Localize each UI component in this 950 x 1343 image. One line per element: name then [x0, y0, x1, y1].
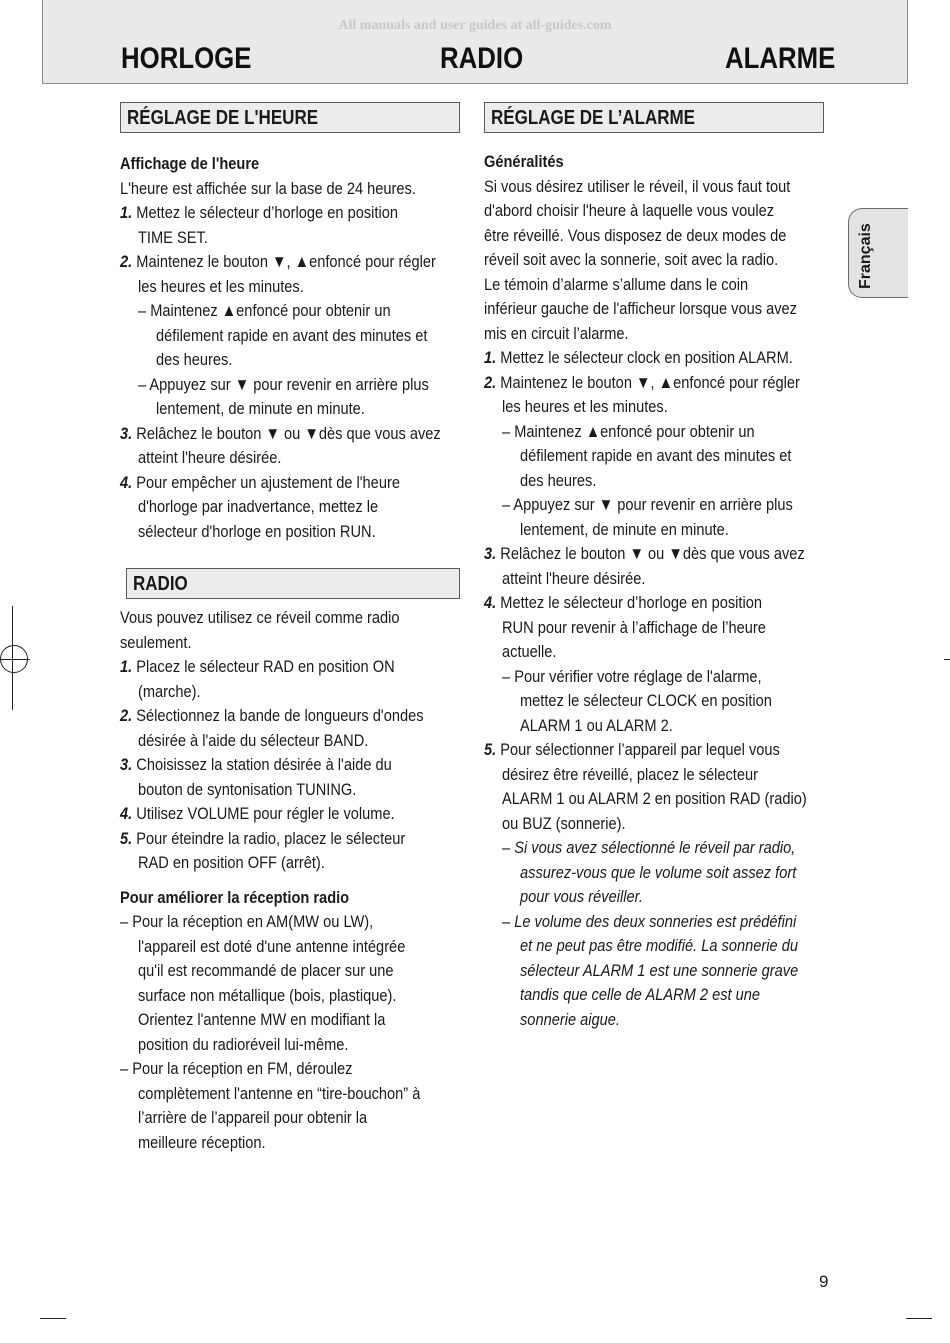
numbered-step [120, 422, 493, 447]
numbered-step [484, 738, 857, 763]
text-line [484, 420, 857, 445]
line-text: Vous pouvez utilisez ce réveil comme radio [120, 608, 400, 627]
line-text: Pour améliorer la réception radio [120, 887, 350, 907]
text-line [484, 861, 857, 886]
crop-mark-bottom-right [906, 1318, 932, 1319]
numbered-step [484, 591, 857, 616]
text-line [120, 495, 493, 520]
step-number: 4. [120, 472, 133, 492]
header-title-horloge: HORLOGE [121, 42, 252, 75]
line-text: Le témoin d’alarme s’allume dans le coin [484, 274, 749, 294]
text-line [120, 984, 473, 1009]
line-text: – Pour la réception en AM(MW ou LW), [120, 912, 374, 931]
step-number: 4. [484, 593, 497, 612]
line-text: Choisissez la station désirée à l'aide du [136, 755, 392, 774]
line-text: (marche). [138, 681, 201, 701]
text-line [484, 1008, 857, 1033]
line-text: Généralités [484, 152, 564, 171]
line-text: Maintenez le bouton ▼, ▲enfoncé pour régler [136, 252, 436, 271]
text-line [120, 275, 493, 300]
numbered-step [120, 753, 473, 778]
section-title-reglage-alarme: RÉGLAGE DE L’ALARME [484, 102, 824, 133]
line-text: actuelle. [502, 642, 557, 661]
text-line [484, 273, 857, 298]
text-line [484, 934, 857, 959]
line-text: – Pour la réception en FM, déroulez [120, 1059, 353, 1078]
text-line [484, 248, 857, 273]
page-number: 9 [819, 1272, 829, 1291]
line-text: défilement rapide en avant des minutes et [520, 446, 792, 465]
line-text: les heures et les minutes. [138, 276, 304, 296]
line-text: l’arrière de l’appareil pour obtenir la [138, 1108, 368, 1127]
step-number: 3. [120, 423, 133, 443]
text-line [484, 224, 857, 249]
line-text: l'appareil est doté d'une antenne intégrée [138, 936, 406, 956]
line-text: meilleure réception. [138, 1132, 266, 1152]
header-title-alarme: ALARME [725, 42, 836, 75]
crop-mark-right [944, 659, 950, 660]
text-line [120, 373, 493, 398]
step-number: 2. [120, 706, 133, 725]
text-line [484, 518, 857, 543]
line-text: ALARM 1 ou ALARM 2 en position RAD (radio) [502, 789, 807, 808]
numbered-step [120, 471, 493, 496]
text-line [484, 640, 857, 665]
line-text: complètement l'antenne en “tire-bouchon” à [138, 1083, 421, 1103]
subheading [120, 886, 473, 911]
numbered-step [120, 201, 493, 226]
text-line [120, 520, 493, 545]
text-line [484, 959, 857, 984]
step-number: 1. [484, 348, 497, 367]
text-line [120, 1008, 473, 1033]
text-line [120, 851, 473, 876]
line-text: Pour éteindre la radio, placez le sélecteur [136, 828, 406, 848]
spacer [120, 876, 473, 886]
section-title-radio: RADIO [126, 568, 460, 599]
line-text: inférieur gauche de l'afficheur lorsque vous avez [484, 299, 797, 318]
subheading [484, 150, 857, 175]
line-text: Pour sélectionner l’appareil par lequel vous [500, 740, 780, 759]
text-line [484, 665, 857, 690]
line-text: – Maintenez ▲enfoncé pour obtenir un [502, 421, 755, 441]
text-line [484, 469, 857, 494]
text-line [484, 616, 857, 641]
line-text: – Appuyez sur ▼ pour revenir en arrière plus [502, 495, 793, 514]
step-number: 1. [120, 657, 133, 676]
line-text: lentement, de minute en minute. [156, 399, 365, 418]
registration-mark [0, 645, 28, 673]
text-line [120, 177, 493, 202]
line-text: mettez le sélecteur CLOCK en position [520, 691, 772, 710]
line-text: Maintenez le bouton ▼, ▲enfoncé pour régler [500, 372, 800, 392]
numbered-step [484, 542, 857, 567]
language-tab: Français [848, 208, 908, 298]
text-line [120, 397, 493, 422]
line-text: Mettez le sélecteur d’horloge en position [500, 593, 762, 612]
line-text: Relâchez le bouton ▼ ou ▼dès que vous avez [500, 544, 805, 563]
line-text: sélecteur ALARM 1 est une sonnerie grave [520, 960, 799, 980]
text-line [484, 493, 857, 518]
section-body-reglage-alarme [484, 150, 857, 1032]
step-number: 5. [120, 828, 133, 848]
text-line [120, 778, 473, 803]
line-text: des heures. [156, 350, 233, 369]
text-line [120, 1131, 473, 1156]
text-line [120, 910, 473, 935]
line-text: – Maintenez ▲enfoncé pour obtenir un [138, 301, 391, 320]
numbered-step [120, 655, 473, 680]
text-line [484, 983, 857, 1008]
line-text: être réveillé. Vous disposez de deux modes de [484, 225, 787, 245]
line-text: Pour empêcher un ajustement de l'heure [136, 472, 400, 492]
text-line [120, 299, 493, 324]
text-line [484, 910, 857, 935]
line-text: d'horloge par inadvertance, mettez le [138, 497, 379, 516]
crop-mark-bottom-left [40, 1318, 66, 1319]
line-text: atteint l'heure désirée. [138, 448, 282, 467]
numbered-step [484, 371, 857, 396]
line-text: défilement rapide en avant des minutes et [156, 325, 428, 345]
text-line [484, 297, 857, 322]
line-text: les heures et les minutes. [502, 397, 668, 416]
line-text: position du radioréveil lui-même. [138, 1034, 349, 1054]
line-text: RUN pour revenir à l’affichage de l’heure [502, 617, 766, 637]
line-text: désirée à l'aide du sélecteur BAND. [138, 730, 369, 750]
line-text: atteint l'heure désirée. [502, 568, 646, 588]
text-line [120, 729, 473, 754]
watermark: All manuals and user guides at all-guides.com [338, 18, 612, 33]
text-line [484, 812, 857, 837]
text-line [484, 199, 857, 224]
text-line [120, 348, 493, 373]
text-line [120, 1033, 473, 1058]
step-number: 1. [120, 203, 133, 222]
text-line [484, 885, 857, 910]
line-text: sélecteur d'horloge en position RUN. [138, 521, 376, 541]
text-line [120, 959, 473, 984]
line-text: tandis que celle de ALARM 2 est une [520, 985, 761, 1004]
line-text: Placez le sélecteur RAD en position ON [136, 657, 395, 676]
line-text: et ne peut pas être modifié. La sonnerie du [520, 936, 798, 955]
line-text: Utilisez VOLUME pour régler le volume. [136, 804, 395, 823]
text-line [484, 714, 857, 739]
text-line [120, 226, 493, 251]
step-number: 3. [120, 755, 133, 774]
line-text: Affichage de l'heure [120, 154, 260, 173]
line-text: des heures. [520, 470, 597, 490]
line-text: Si vous désirez utiliser le réveil, il vous faut tout [484, 176, 791, 196]
text-line [120, 631, 473, 656]
text-line [120, 446, 493, 471]
text-line [484, 763, 857, 788]
numbered-step [120, 802, 473, 827]
line-text: Mettez le sélecteur clock en position ALARM. [500, 348, 793, 367]
line-text: RAD en position OFF (arrêt). [138, 853, 325, 872]
text-line [484, 395, 857, 420]
line-text: assurez-vous que le volume soit assez fort [520, 862, 797, 882]
numbered-step [120, 704, 473, 729]
subheading [120, 152, 493, 177]
text-line [120, 680, 473, 705]
line-text: d'abord choisir l'heure à laquelle vous voulez [484, 201, 775, 220]
line-text: – Appuyez sur ▼ pour revenir en arrière plus [138, 374, 429, 394]
line-text: sonnerie aigue. [520, 1009, 620, 1029]
text-line [120, 1106, 473, 1131]
page-header [42, 0, 908, 84]
section-body-radio [120, 606, 473, 1155]
line-text: – Si vous avez sélectionné le réveil par radio, [502, 838, 796, 857]
text-line [120, 1082, 473, 1107]
numbered-step [120, 827, 473, 852]
numbered-step [484, 346, 857, 371]
text-line [120, 606, 473, 631]
step-number: 2. [484, 372, 497, 392]
text-line [120, 324, 493, 349]
step-number: 3. [484, 544, 497, 563]
text-line [484, 322, 857, 347]
line-text: réveil soit avec la sonnerie, soit avec la radio. [484, 250, 779, 269]
line-text: seulement. [120, 632, 192, 652]
text-line [484, 689, 857, 714]
text-line [120, 935, 473, 960]
line-text: mis en circuit l’alarme. [484, 323, 629, 343]
text-line [484, 444, 857, 469]
header-title-radio: RADIO [440, 42, 524, 75]
line-text: ou BUZ (sonnerie). [502, 813, 626, 833]
line-text: Mettez le sélecteur d’horloge en position [136, 203, 398, 222]
line-text: – Le volume des deux sonneries est prédéfini [502, 911, 797, 931]
text-line [484, 567, 857, 592]
line-text: surface non métallique (bois, plastique). [138, 985, 397, 1005]
step-number: 4. [120, 804, 133, 823]
text-line [484, 836, 857, 861]
line-text: lentement, de minute en minute. [520, 519, 729, 539]
line-text: qu'il est recommandé de placer sur une [138, 961, 394, 980]
line-text: L'heure est affichée sur la base de 24 heures. [120, 178, 416, 198]
section-body-reglage-heure [120, 152, 493, 544]
text-line [484, 787, 857, 812]
section-title-reglage-heure: RÉGLAGE DE L'HEURE [120, 102, 460, 133]
line-text: Relâchez le bouton ▼ ou ▼dès que vous avez [136, 423, 441, 443]
step-number: 2. [120, 252, 133, 271]
line-text: bouton de syntonisation TUNING. [138, 779, 357, 799]
line-text: Orientez l'antenne MW en modifiant la [138, 1010, 386, 1029]
numbered-step [120, 250, 493, 275]
line-text: ALARM 1 ou ALARM 2. [520, 715, 673, 735]
text-line [484, 175, 857, 200]
line-text: TIME SET. [138, 227, 208, 247]
line-text: – Pour vérifier votre réglage de l'alarme, [502, 666, 762, 686]
step-number: 5. [484, 740, 497, 759]
line-text: désirez être réveillé, placez le sélecteur [502, 764, 758, 784]
line-text: Sélectionnez la bande de longueurs d'ondes [136, 706, 424, 725]
text-line [120, 1057, 473, 1082]
line-text: pour vous réveiller. [520, 887, 643, 906]
